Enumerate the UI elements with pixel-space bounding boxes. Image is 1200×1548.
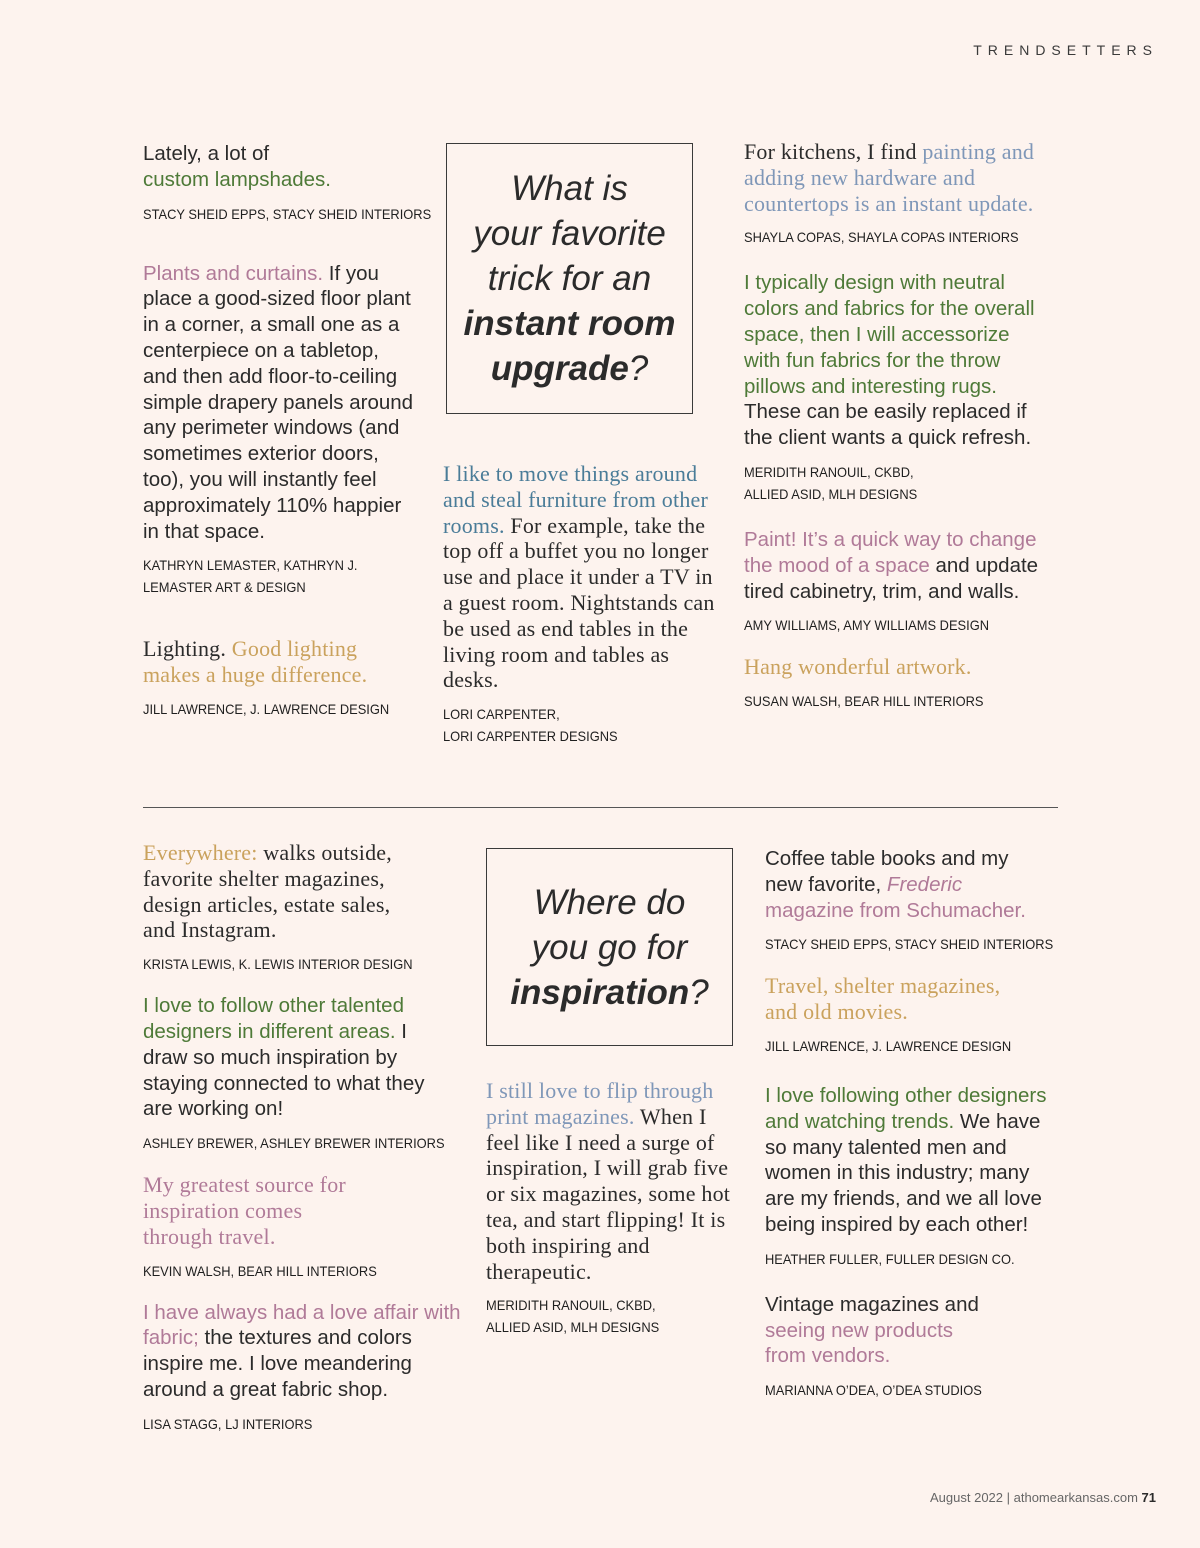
quote-highlight: I still love to flip through print magazines. <box>486 1078 714 1129</box>
byline: SUSAN WALSH, BEAR HILL INTERIORS <box>744 693 984 710</box>
quote <box>765 1292 995 1369</box>
page-footer <box>930 1490 1156 1505</box>
quote <box>765 1083 1050 1238</box>
question-keyword: inspiration <box>510 972 690 1012</box>
quote-highlight: Travel, shelter magazines, and old movies. <box>765 973 1001 1025</box>
footer-separator: | <box>1003 1490 1014 1505</box>
quote <box>143 840 428 943</box>
quote <box>143 636 403 688</box>
quote-lead: Vintage magazines and <box>765 1292 979 1316</box>
quote-highlight: I like to move things around and steal furniture from other rooms. <box>443 461 709 538</box>
quote-highlight: seeing new products from vendors. <box>765 1318 954 1368</box>
byline: LISA STAGG, LJ INTERIORS <box>143 1415 313 1432</box>
byline-line-2: LORI CARPENTER DESIGNS <box>443 728 618 745</box>
question-line: What is <box>511 169 628 208</box>
quote <box>744 654 1074 680</box>
byline: STACY SHEID EPPS, STACY SHEID INTERIORS <box>143 205 432 222</box>
quote-lead: Lately, a lot of <box>143 142 270 165</box>
quote-body: When I feel like I need a surge of inspiration, I will grab five or six magazines, some hot tea, and start flipping! It is both inspiring and therapeutic. <box>486 1103 731 1284</box>
quote-highlight: My greatest source for inspiration comes through travel. <box>143 1172 346 1249</box>
question-mark: ? <box>628 349 649 388</box>
question-line <box>447 346 692 391</box>
byline <box>486 1294 716 1338</box>
question-keyword: upgrade <box>490 349 629 388</box>
question-line-bold: instant room <box>463 304 676 343</box>
byline <box>744 461 1048 505</box>
quote-highlight: custom lampshades. <box>143 167 332 191</box>
quote-highlight-italic: Frederic <box>886 872 963 896</box>
byline-line-2: LEMASTER ART & DESIGN <box>143 579 306 596</box>
quote <box>765 973 1035 1025</box>
quote-body: walks outside, favorite shelter magazines, design articles, estate sales, and Instagram. <box>143 840 392 943</box>
question-line: trick for an <box>487 259 652 298</box>
quote-highlight: I love to follow other talented designers in different areas. <box>143 994 404 1043</box>
quote-body: and update tired cabinetry, trim, and walls. <box>744 553 1039 603</box>
byline-line-1: MERIDITH RANOUIL, CKBD, <box>744 463 914 480</box>
quote-highlight: Hang wonderful artwork. <box>744 654 972 680</box>
section-divider <box>143 807 1058 808</box>
quote-body: I draw so much inspiration by staying connected to what they are working on! <box>143 1019 425 1121</box>
quote-highlight: painting and adding new hardware and countertops is an instant update. <box>744 139 1035 216</box>
issue-date: August 2022 <box>930 1490 1004 1505</box>
quote-highlight: I have always had a love affair with fabric; <box>143 1300 461 1350</box>
quote-highlight: magazine from Schumacher. <box>765 898 1026 922</box>
byline <box>443 703 705 747</box>
quote-lead: Lighting. <box>143 636 232 662</box>
quote <box>143 261 418 545</box>
quote-body: the textures and colors inspire me. I love meandering around a great fabric shop. <box>143 1326 412 1401</box>
quote <box>143 1172 358 1249</box>
byline: HEATHER FULLER, FULLER DESIGN CO. <box>765 1250 1015 1267</box>
question-box-inspiration <box>486 848 733 1046</box>
quote <box>744 270 1049 451</box>
byline-line-1: MERIDITH RANOUIL, CKBD, <box>486 1297 656 1314</box>
quote-highlight: Good lighting makes a huge difference. <box>143 636 368 688</box>
quote <box>744 139 1074 216</box>
quote-highlight: I love following other designers and watching trends. <box>765 1083 1047 1133</box>
byline: JILL LAWRENCE, J. LAWRENCE DESIGN <box>143 700 390 717</box>
quote-highlight: I typically design with neutral colors and fabrics for the overall space, then I will accessorize with fun fabrics for the throw pillows and interesting rugs. <box>744 271 1035 398</box>
quote-highlight: Paint! It’s a quick way to change the mood of a space <box>744 527 1037 577</box>
s1-column-3 <box>744 139 1074 712</box>
quote <box>143 141 423 193</box>
quote <box>143 993 443 1122</box>
byline-line-1: KATHRYN LEMASTER, KATHRYN J. <box>143 557 358 574</box>
byline: STACY SHEID EPPS, STACY SHEID INTERIORS <box>765 936 1054 953</box>
byline: ASHLEY BREWER, ASHLEY BREWER INTERIORS <box>143 1135 445 1152</box>
byline <box>143 554 410 598</box>
s1-column-1 <box>143 141 433 720</box>
question-box-instant-room-upgrade <box>446 143 693 414</box>
question-mark: ? <box>689 972 709 1012</box>
running-head: TRENDSETTERS <box>973 42 1158 58</box>
quote-highlight: Plants and curtains. <box>143 261 324 285</box>
quote-body: We have so many talented men and women in this industry; many are my friends, and we all love being inspired by each other! <box>765 1109 1042 1236</box>
quote-lead: Coffee table books and my new favorite, <box>765 847 1009 896</box>
quote <box>765 846 1045 923</box>
quote <box>443 461 728 693</box>
quote <box>143 1300 468 1403</box>
byline: SHAYLA COPAS, SHAYLA COPAS INTERIORS <box>744 229 1019 246</box>
quote-highlight: Everywhere: <box>143 840 258 865</box>
byline-line-2: ALLIED ASID, MLH DESIGNS <box>744 485 918 502</box>
s2-column-2 <box>486 1078 736 1338</box>
byline: JILL LAWRENCE, J. LAWRENCE DESIGN <box>765 1037 1012 1054</box>
byline-line-2: ALLIED ASID, MLH DESIGNS <box>486 1319 660 1336</box>
quote-lead: For kitchens, I find <box>744 139 923 164</box>
byline: AMY WILLIAMS, AMY WILLIAMS DESIGN <box>744 617 990 634</box>
quote-body: For example, take the top off a buffet you no longer use and place it under a TV in a guest room. Nightstands can be used as end tables in the living room and tables as desks. <box>443 512 715 693</box>
s2-column-1 <box>143 840 473 1435</box>
quote-body: If you place a good-sized floor plant in a corner, a small one as a centerpiece on a tabletop, and then add floor-to-ceiling simple drapery panels around any perimeter windows (and sometimes exterior doors, too), you will instantly feel approximately 110% happier in that space. <box>143 261 414 543</box>
s2-column-3 <box>765 846 1065 1401</box>
byline: KEVIN WALSH, BEAR HILL INTERIORS <box>143 1262 377 1279</box>
quote <box>744 527 1049 604</box>
question-line: Where do <box>533 882 686 922</box>
s1-column-2 <box>443 461 728 747</box>
quote <box>486 1078 736 1284</box>
byline-line-1: LORI CARPENTER, <box>443 706 560 723</box>
byline: KRISTA LEWIS, K. LEWIS INTERIOR DESIGN <box>143 956 413 973</box>
question-line <box>487 970 732 1015</box>
question-line: you go for <box>531 927 688 967</box>
question-line: your favorite <box>473 214 666 253</box>
quote-body: These can be easily replaced if the client wants a quick refresh. <box>744 400 1032 450</box>
page-number: 71 <box>1141 1490 1156 1505</box>
website: athomearkansas.com <box>1013 1490 1138 1505</box>
byline: MARIANNA O’DEA, O’DEA STUDIOS <box>765 1382 982 1399</box>
